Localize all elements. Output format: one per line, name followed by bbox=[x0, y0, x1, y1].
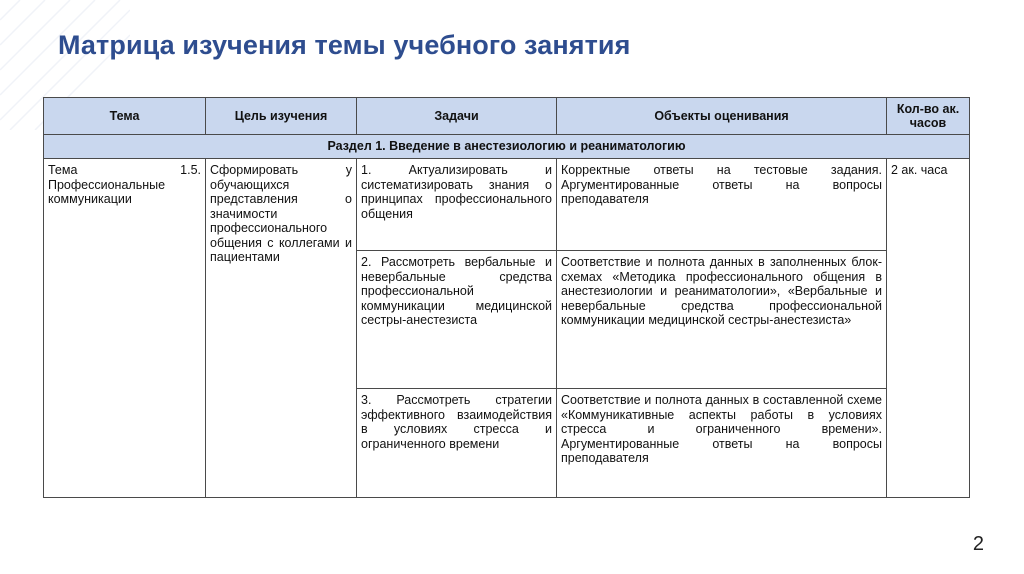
table-header-row bbox=[44, 98, 970, 135]
object-cell: Соответствие и полнота данных в составленной схеме «Коммуникативные аспекты работы в условиях стресса и ограниченного времени». Аргументированные ответы на вопросы преподавателя bbox=[557, 389, 887, 498]
topic-cell: Тема 1.5. Профессиональные коммуникации bbox=[44, 159, 206, 498]
page-title: Матрица изучения темы учебного занятия bbox=[58, 30, 631, 60]
task-cell: 1. Актуализировать и систематизировать знания о принципах профессионального общения bbox=[357, 159, 557, 251]
task-cell: 3. Рассмотреть стратегии эффективного взаимодействия в условиях стресса и ограниченного времени bbox=[357, 389, 557, 498]
object-cell: Соответствие и полнота данных в заполненных блок-схемах «Методика профессионального общения в анестезиологии и реаниматологии», «Вербальные и невербальные средства профессиональной коммуникации медицинской сестры-анестезиста» bbox=[557, 251, 887, 389]
section-title: Раздел 1. Введение в анестезиологию и реаниматологию bbox=[44, 135, 970, 159]
object-cell: Корректные ответы на тестовые задания. Аргументированные ответы на вопросы преподавателя bbox=[557, 159, 887, 251]
goal-cell: Сформировать у обучающихся представления о значимости профессионального общения с коллегами и пациентами bbox=[206, 159, 357, 498]
study-matrix-table bbox=[43, 97, 970, 498]
hours-cell: 2 ак. часа bbox=[887, 159, 970, 498]
header-hours: Кол-во ак. часов bbox=[887, 98, 970, 135]
task-cell: 2. Рассмотреть вербальные и невербальные средства профессиональной коммуникации медицинской сестры-анестезиста bbox=[357, 251, 557, 389]
header-goal: Цель изучения bbox=[206, 98, 357, 135]
header-tasks: Задачи bbox=[357, 98, 557, 135]
page-number: 2 bbox=[972, 533, 984, 555]
header-objects: Объекты оценивания bbox=[557, 98, 887, 135]
header-topic: Тема bbox=[44, 98, 206, 135]
table-row bbox=[44, 159, 970, 251]
section-row bbox=[44, 135, 970, 159]
